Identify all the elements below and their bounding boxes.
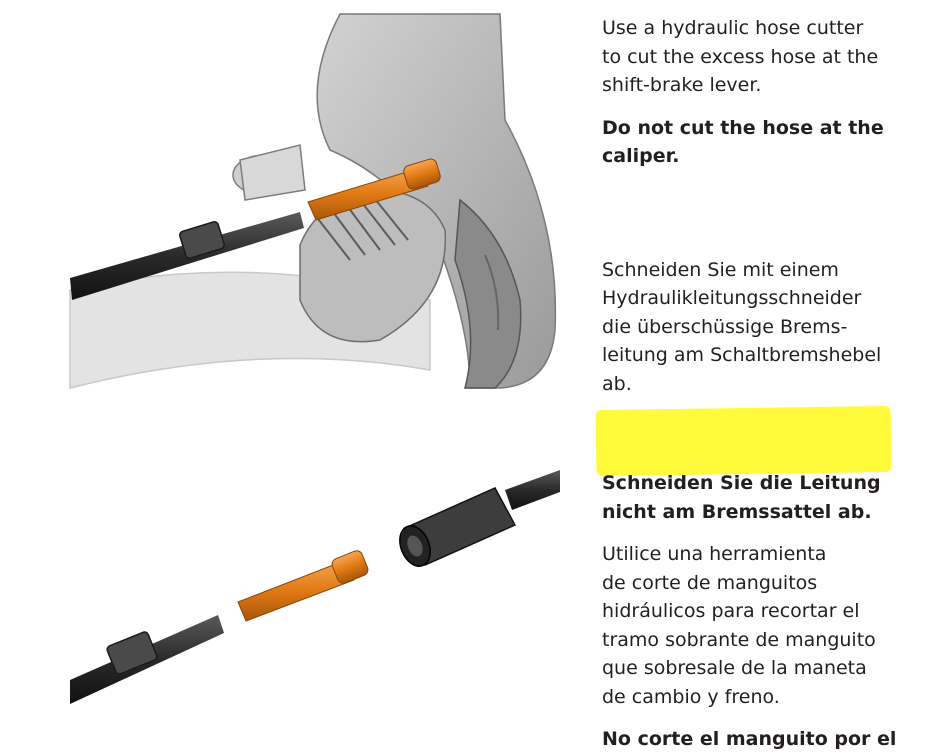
warning-es: No corte el manguito por el — [602, 728, 897, 750]
warning-de-highlighted — [602, 412, 922, 526]
warning-de-text: Schneiden Sie die Leitung nicht am Bremssattel ab. — [602, 472, 881, 523]
instruction-de: Schneiden Sie mit einem Hydraulikleitungsschneider die überschüssige Brems- leitung am Schaltbremshebel ab. — [602, 258, 882, 395]
highlight-marker — [596, 406, 892, 476]
instruction-en: Use a hydraulic hose cutter to cut the excess hose at the shift-brake lever. — [602, 17, 879, 96]
warning-en: Do not cut the hose at the caliper. — [602, 116, 884, 167]
hose-connector-figure — [70, 470, 560, 704]
instruction-es: Utilice una herramienta de corte de manguitos hidráulicos para recortar el tramo sobrante de manguito que sobresale de la maneta de cambio y freno. — [602, 543, 876, 708]
shift-brake-lever-figure — [70, 12, 560, 389]
instructions-column — [602, 14, 922, 754]
